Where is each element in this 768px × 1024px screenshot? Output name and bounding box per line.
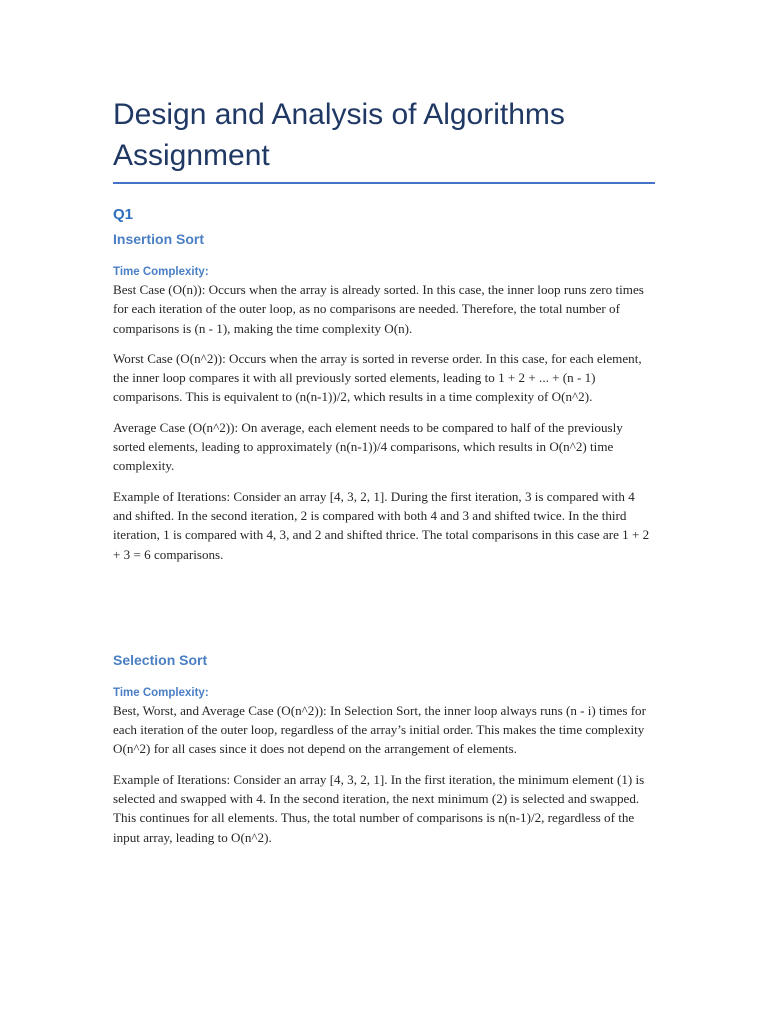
insertion-example-paragraph: Example of Iterations: Consider an array [4, 3, 2, 1]. During the first iteration, 3 is compared with 4 and shifted. In the second iteration, 2 is compared with both 4 and 3 and shifted twice. In the third iteration, 1 is compared with 4, 3, and 2 and shifted thrice. The total comparisons in this case are 1 + 2 + 3 = 6 comparisons. <box>113 488 650 562</box>
title-underline-rule <box>113 182 655 184</box>
document-title <box>113 94 655 176</box>
title-line-1: Design and Analysis of Algorithms <box>113 98 565 131</box>
question-heading-q1: Q1 <box>113 206 134 223</box>
insertion-best-case-paragraph: Best Case (O(n)): Occurs when the array is already sorted. In this case, the inner loop runs zero times for each iteration of the outer loop, as no comparisons are needed. Therefore, the total number of comparisons is (n - 1), making the time complexity O(n). <box>113 282 644 336</box>
insertion-sort-heading: Insertion Sort <box>113 231 205 247</box>
document-page <box>113 0 655 858</box>
insertion-time-complexity-heading: Time Complexity: <box>113 266 209 278</box>
selection-all-cases-paragraph: Best, Worst, and Average Case (O(n^2)): In Selection Sort, the inner loop always runs (n - i) times for each iteration of the outer loop, regardless of the array’s initial order. This makes the time complexity O(n^2) for all cases since it does not depend on the arrangement of elements. <box>113 702 646 757</box>
section-spacer <box>113 575 655 649</box>
title-line-2: Assignment <box>113 139 270 172</box>
selection-time-complexity-heading: Time Complexity: <box>113 686 209 699</box>
selection-sort-heading: Selection Sort <box>113 651 208 668</box>
insertion-average-case-paragraph: Average Case (O(n^2)): On average, each element needs to be compared to half of the previously sorted elements, leading to approximately (n(n-1))/4 comparisons, which results in O(n^2) time complexity. <box>113 419 623 474</box>
selection-example-paragraph: Example of Iterations: Consider an array [4, 3, 2, 1]. In the first iteration, the minimum element (1) is selected and swapped with 4. In the second iteration, the next minimum (2) is selected and swapped. This continues for all elements. Thus, the total number of comparisons is n(n-1)/2, regardless of the input array, leading to O(n^2). <box>113 771 645 845</box>
insertion-worst-case-paragraph: Worst Case (O(n^2)): Occurs when the array is sorted in reverse order. In this case, for each element, the inner loop compares it with all previously sorted elements, leading to 1 + 2 + ... + (n - 1) comparisons. This is equivalent to (n(n-1))/2, which results in a time complexity of O(n^2). <box>113 350 642 405</box>
